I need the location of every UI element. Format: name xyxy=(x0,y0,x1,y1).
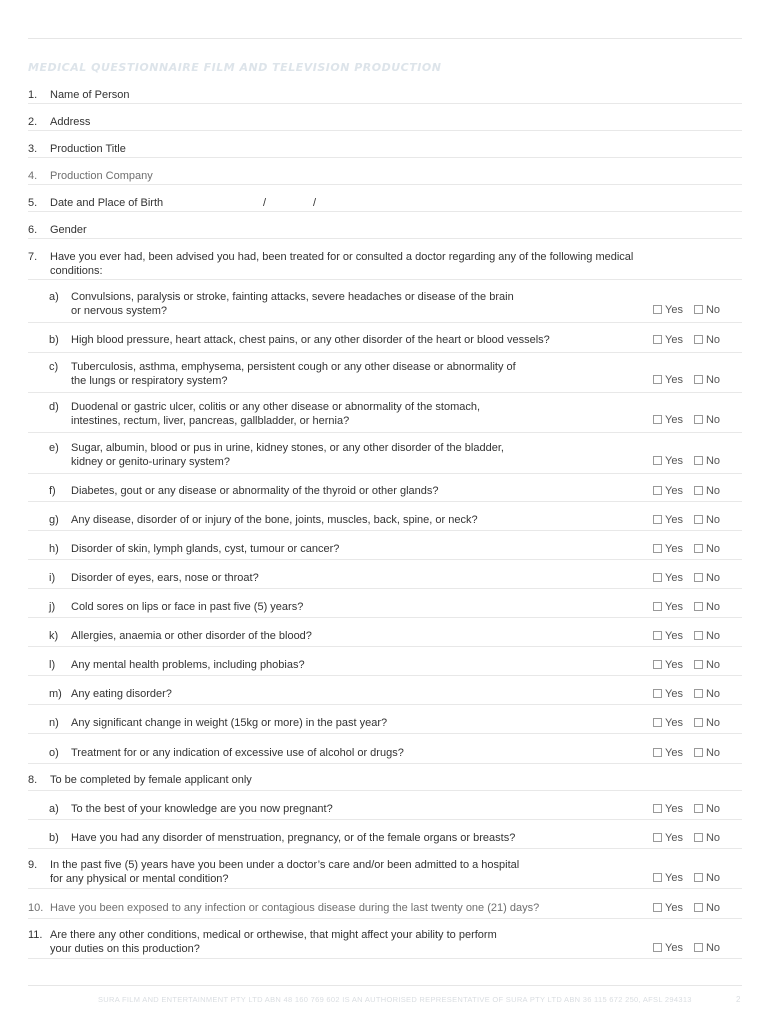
q8-b-yes-no xyxy=(653,832,720,846)
q7-b-no-option xyxy=(694,334,720,346)
item-letter: c) xyxy=(49,361,59,373)
q8-b-yes-label: Yes xyxy=(665,832,683,844)
field-label: Date and Place of Birth xyxy=(50,197,164,209)
q7-e-no-option xyxy=(694,455,720,467)
field-number: 5. xyxy=(28,197,38,209)
q7-b-yes-label: Yes xyxy=(665,334,683,346)
q7-l-no-label: No xyxy=(705,659,721,671)
field-row-4[interactable] xyxy=(28,169,742,185)
q9-no-label: No xyxy=(705,872,721,884)
bottom-divider xyxy=(28,985,742,986)
q7-k-no-label: No xyxy=(705,630,721,642)
q7-m-yes-label: Yes xyxy=(665,688,683,700)
q7-c-no-checkbox[interactable] xyxy=(694,375,703,384)
q7-o-yes-checkbox[interactable] xyxy=(653,748,662,757)
q10-no-option xyxy=(694,902,720,914)
q7-item-i xyxy=(28,571,742,589)
q8-b-no-checkbox[interactable] xyxy=(694,833,703,842)
q9-no-checkbox[interactable] xyxy=(694,873,703,882)
item-text: Disorder of eyes, ears, nose or throat? xyxy=(71,572,259,584)
q7-f-yes-checkbox[interactable] xyxy=(653,486,662,495)
question-number: 10. xyxy=(28,902,44,914)
question-7 xyxy=(28,250,742,280)
q7-n-yes-label: Yes xyxy=(665,717,683,729)
item-letter: d) xyxy=(49,401,59,413)
q7-n-yes-no xyxy=(653,717,720,731)
top-divider xyxy=(28,38,742,39)
q9-yes-checkbox[interactable] xyxy=(653,873,662,882)
q7-item-e xyxy=(28,441,742,474)
field-label: Address xyxy=(50,116,91,128)
question-number: 7. xyxy=(28,251,38,263)
item-letter: h) xyxy=(49,543,59,555)
item-text: Any mental health problems, including phobias? xyxy=(71,659,305,671)
q7-f-yes-no xyxy=(653,485,720,499)
q7-m-yes-checkbox[interactable] xyxy=(653,689,662,698)
q7-i-no-label: No xyxy=(705,572,721,584)
page-number: 2 xyxy=(736,995,741,1004)
q7-item-c xyxy=(28,360,742,393)
question-10 xyxy=(28,901,742,919)
q8-a-yes-no xyxy=(653,803,720,817)
q7-f-no-label: No xyxy=(705,485,721,497)
q7-h-no-checkbox[interactable] xyxy=(694,544,703,553)
q7-e-no-label: No xyxy=(705,455,721,467)
q7-h-no-option xyxy=(694,543,720,555)
q11-yes-label: Yes xyxy=(665,942,683,954)
q7-g-no-option xyxy=(694,514,720,526)
item-letter: g) xyxy=(49,514,59,526)
q7-i-yes-label: Yes xyxy=(665,572,683,584)
field-row-6[interactable] xyxy=(28,223,742,239)
field-number: 6. xyxy=(28,224,38,236)
q11-no-option xyxy=(694,942,720,954)
q8-b-yes-checkbox[interactable] xyxy=(653,833,662,842)
question-text: In the past five (5) years have you been under a doctor’s care and/or been admitted to a hospital for any physical or mental condition? xyxy=(50,859,520,885)
item-text: Tuberculosis, asthma, emphysema, persistent cough or any other disease or abnormality of the lungs or respiratory system? xyxy=(71,361,516,387)
field-row-5[interactable] xyxy=(28,196,742,212)
field-row-3[interactable] xyxy=(28,142,742,158)
q7-l-yes-no xyxy=(653,659,720,673)
q7-c-yes-checkbox[interactable] xyxy=(653,375,662,384)
question-text: Have you been exposed to any infection or contagious disease during the last twenty one (21) days? xyxy=(50,902,540,914)
q7-l-no-checkbox[interactable] xyxy=(694,660,703,669)
q7-k-yes-no xyxy=(653,630,720,644)
q10-yes-checkbox[interactable] xyxy=(653,903,662,912)
field-label: Name of Person xyxy=(50,89,130,101)
question-11 xyxy=(28,928,742,959)
form-title: MEDICAL QUESTIONNAIRE FILM AND TELEVISION PRODUCTION xyxy=(28,61,442,74)
q7-d-yes-no xyxy=(653,414,720,428)
question-number: 9. xyxy=(28,859,38,871)
q8-b-no-label: No xyxy=(705,832,721,844)
item-text: Cold sores on lips or face in past five (5) years? xyxy=(71,601,304,613)
field-number: 1. xyxy=(28,89,38,101)
q7-c-yes-no xyxy=(653,374,720,388)
q7-k-no-option xyxy=(694,630,720,642)
q7-a-no-label: No xyxy=(705,304,721,316)
q7-d-no-label: No xyxy=(705,414,721,426)
q7-e-yes-label: Yes xyxy=(665,455,683,467)
q10-yes-no xyxy=(653,902,720,916)
q7-o-no-option xyxy=(694,747,720,759)
q7-j-no-label: No xyxy=(705,601,721,613)
item-text: Any disease, disorder of or injury of the bone, joints, muscles, back, spine, or neck? xyxy=(71,514,478,526)
item-letter: k) xyxy=(49,630,59,642)
item-text: Sugar, albumin, blood or pus in urine, kidney stones, or any other disorder of the bladder, kidney or genito-urinary system? xyxy=(71,442,504,468)
q7-item-f xyxy=(28,484,742,502)
q7-j-yes-checkbox[interactable] xyxy=(653,602,662,611)
q7-g-yes-checkbox[interactable] xyxy=(653,515,662,524)
q7-item-m xyxy=(28,687,742,705)
q7-g-yes-label: Yes xyxy=(665,514,683,526)
q9-yes-label: Yes xyxy=(665,872,683,884)
question-number: 11. xyxy=(28,929,43,941)
q7-item-d xyxy=(28,400,742,433)
q10-no-label: No xyxy=(705,902,721,914)
q7-d-yes-label: Yes xyxy=(665,414,683,426)
q7-d-yes-checkbox[interactable] xyxy=(653,415,662,424)
q9-yes-no xyxy=(653,872,720,886)
item-letter: b) xyxy=(49,832,59,844)
item-text: Any significant change in weight (15kg or more) in the past year? xyxy=(71,717,388,729)
q7-h-yes-checkbox[interactable] xyxy=(653,544,662,553)
q7-item-n xyxy=(28,716,742,734)
q7-item-o xyxy=(28,746,742,764)
q8-a-yes-label: Yes xyxy=(665,803,683,815)
q7-m-no-label: No xyxy=(705,688,721,700)
q7-item-k xyxy=(28,629,742,647)
q7-j-yes-no xyxy=(653,601,720,615)
q7-o-yes-no xyxy=(653,747,720,761)
item-letter: j) xyxy=(49,601,56,613)
item-letter: f) xyxy=(49,485,56,497)
q11-no-checkbox[interactable] xyxy=(694,943,703,952)
q7-d-no-checkbox[interactable] xyxy=(694,415,703,424)
q8-a-no-label: No xyxy=(705,803,721,815)
item-text: Diabetes, gout or any disease or abnormality of the thyroid or other glands? xyxy=(71,485,439,497)
q9-no-option xyxy=(694,872,720,884)
q7-i-no-checkbox[interactable] xyxy=(694,573,703,582)
item-letter: o) xyxy=(49,747,59,759)
q7-f-no-option xyxy=(694,485,720,497)
q7-b-yes-no xyxy=(653,334,720,348)
q7-b-no-label: No xyxy=(705,334,721,346)
q7-k-yes-checkbox[interactable] xyxy=(653,631,662,640)
item-letter: i) xyxy=(49,572,56,584)
item-letter: a) xyxy=(49,803,59,815)
q7-o-no-label: No xyxy=(705,747,721,759)
field-number: 4. xyxy=(28,170,38,182)
question-number: 8. xyxy=(28,774,38,786)
q7-item-b xyxy=(28,333,742,353)
q7-a-no-option xyxy=(694,304,720,316)
q7-n-no-option xyxy=(694,717,720,729)
question-text: Are there any other conditions, medical or orthewise, that might affect your ability to perform your duties on this production? xyxy=(50,929,497,955)
field-row-1[interactable] xyxy=(28,88,742,104)
q8-item-b xyxy=(28,831,742,849)
q7-g-no-label: No xyxy=(705,514,721,526)
item-text: Duodenal or gastric ulcer, colitis or any other disease or abnormality of the stomach, intestines, rectum, liver, pancreas, gallbladder, or hernia? xyxy=(71,401,481,427)
q7-l-yes-checkbox[interactable] xyxy=(653,660,662,669)
q10-yes-label: Yes xyxy=(665,902,683,914)
q7-h-no-label: No xyxy=(705,543,721,555)
item-letter: l) xyxy=(49,659,56,671)
q11-yes-checkbox[interactable] xyxy=(653,943,662,952)
q7-m-no-option xyxy=(694,688,720,700)
field-row-2[interactable] xyxy=(28,115,742,131)
q7-b-yes-checkbox[interactable] xyxy=(653,335,662,344)
q7-item-a xyxy=(28,290,742,323)
q7-c-no-label: No xyxy=(705,374,721,386)
q7-n-no-checkbox[interactable] xyxy=(694,718,703,727)
question-text: To be completed by female applicant only xyxy=(50,774,252,786)
q8-item-a xyxy=(28,802,742,820)
q11-no-label: No xyxy=(705,942,721,954)
q7-m-yes-no xyxy=(653,688,720,702)
q7-f-yes-label: Yes xyxy=(665,485,683,497)
q8-a-no-checkbox[interactable] xyxy=(694,804,703,813)
q7-h-yes-label: Yes xyxy=(665,543,683,555)
item-text: To the best of your knowledge are you now pregnant? xyxy=(71,803,333,815)
q7-l-no-option xyxy=(694,659,720,671)
item-letter: b) xyxy=(49,334,59,346)
item-text: Allergies, anaemia or other disorder of the blood? xyxy=(71,630,312,642)
footer-disclaimer: SURA FILM AND ENTERTAINMENT PTY LTD ABN 48 160 769 602 IS AN AUTHORISED REPRESENTATIVE OF SURA PTY LTD ABN 36 115 672 250, AFSL 294313 xyxy=(98,995,692,1004)
q7-j-no-checkbox[interactable] xyxy=(694,602,703,611)
q7-item-h xyxy=(28,542,742,560)
q7-c-yes-label: Yes xyxy=(665,374,683,386)
q7-f-no-checkbox[interactable] xyxy=(694,486,703,495)
q7-o-no-checkbox[interactable] xyxy=(694,748,703,757)
q7-l-yes-label: Yes xyxy=(665,659,683,671)
field-number: 3. xyxy=(28,143,38,155)
q7-m-no-checkbox[interactable] xyxy=(694,689,703,698)
q7-item-j xyxy=(28,600,742,618)
q7-d-no-option xyxy=(694,414,720,426)
field-label: Production Title xyxy=(50,143,126,155)
item-letter: e) xyxy=(49,442,59,454)
q7-h-yes-no xyxy=(653,543,720,557)
item-letter: n) xyxy=(49,717,59,729)
item-text: Convulsions, paralysis or stroke, fainting attacks, severe headaches or disease of the brain or nervous system? xyxy=(71,291,514,317)
q7-item-l xyxy=(28,658,742,676)
q7-j-yes-label: Yes xyxy=(665,601,683,613)
q7-i-yes-no xyxy=(653,572,720,586)
q7-k-yes-label: Yes xyxy=(665,630,683,642)
item-letter: m) xyxy=(49,688,62,700)
item-text: High blood pressure, heart attack, chest pains, or any other disorder of the heart or blood vessels? xyxy=(71,334,550,346)
q7-g-no-checkbox[interactable] xyxy=(694,515,703,524)
q7-i-no-option xyxy=(694,572,720,584)
dob-separator-2: / xyxy=(313,197,317,209)
field-label: Gender xyxy=(50,224,87,236)
question-8 xyxy=(28,773,742,791)
q7-n-no-label: No xyxy=(705,717,721,729)
q10-no-checkbox[interactable] xyxy=(694,903,703,912)
item-text: Treatment for or any indication of excessive use of alcohol or drugs? xyxy=(71,747,404,759)
field-number: 2. xyxy=(28,116,38,128)
q7-b-no-checkbox[interactable] xyxy=(694,335,703,344)
item-text: Have you had any disorder of menstruation, pregnancy, or of the female organs or breasts? xyxy=(71,832,516,844)
q7-o-yes-label: Yes xyxy=(665,747,683,759)
q11-yes-no xyxy=(653,942,720,956)
q7-a-yes-checkbox[interactable] xyxy=(653,305,662,314)
q7-a-yes-label: Yes xyxy=(665,304,683,316)
q7-j-no-option xyxy=(694,601,720,613)
q8-b-no-option xyxy=(694,832,720,844)
q7-g-yes-no xyxy=(653,514,720,528)
q8-a-no-option xyxy=(694,803,720,815)
question-9 xyxy=(28,858,742,889)
q7-e-yes-no xyxy=(653,455,720,469)
item-text: Any eating disorder? xyxy=(71,688,172,700)
q7-c-no-option xyxy=(694,374,720,386)
dob-separator-1: / xyxy=(263,197,267,209)
q7-a-yes-no xyxy=(653,304,720,318)
q7-k-no-checkbox[interactable] xyxy=(694,631,703,640)
q7-e-yes-checkbox[interactable] xyxy=(653,456,662,465)
q7-e-no-checkbox[interactable] xyxy=(694,456,703,465)
q8-a-yes-checkbox[interactable] xyxy=(653,804,662,813)
field-label: Production Company xyxy=(50,170,153,182)
q7-item-g xyxy=(28,513,742,531)
item-letter: a) xyxy=(49,291,59,303)
item-text: Disorder of skin, lymph glands, cyst, tumour or cancer? xyxy=(71,543,340,555)
q7-n-yes-checkbox[interactable] xyxy=(653,718,662,727)
q7-i-yes-checkbox[interactable] xyxy=(653,573,662,582)
question-text: Have you ever had, been advised you had, been treated for or consulted a doctor regarding any of the following medical conditions: xyxy=(50,251,634,277)
q7-a-no-checkbox[interactable] xyxy=(694,305,703,314)
